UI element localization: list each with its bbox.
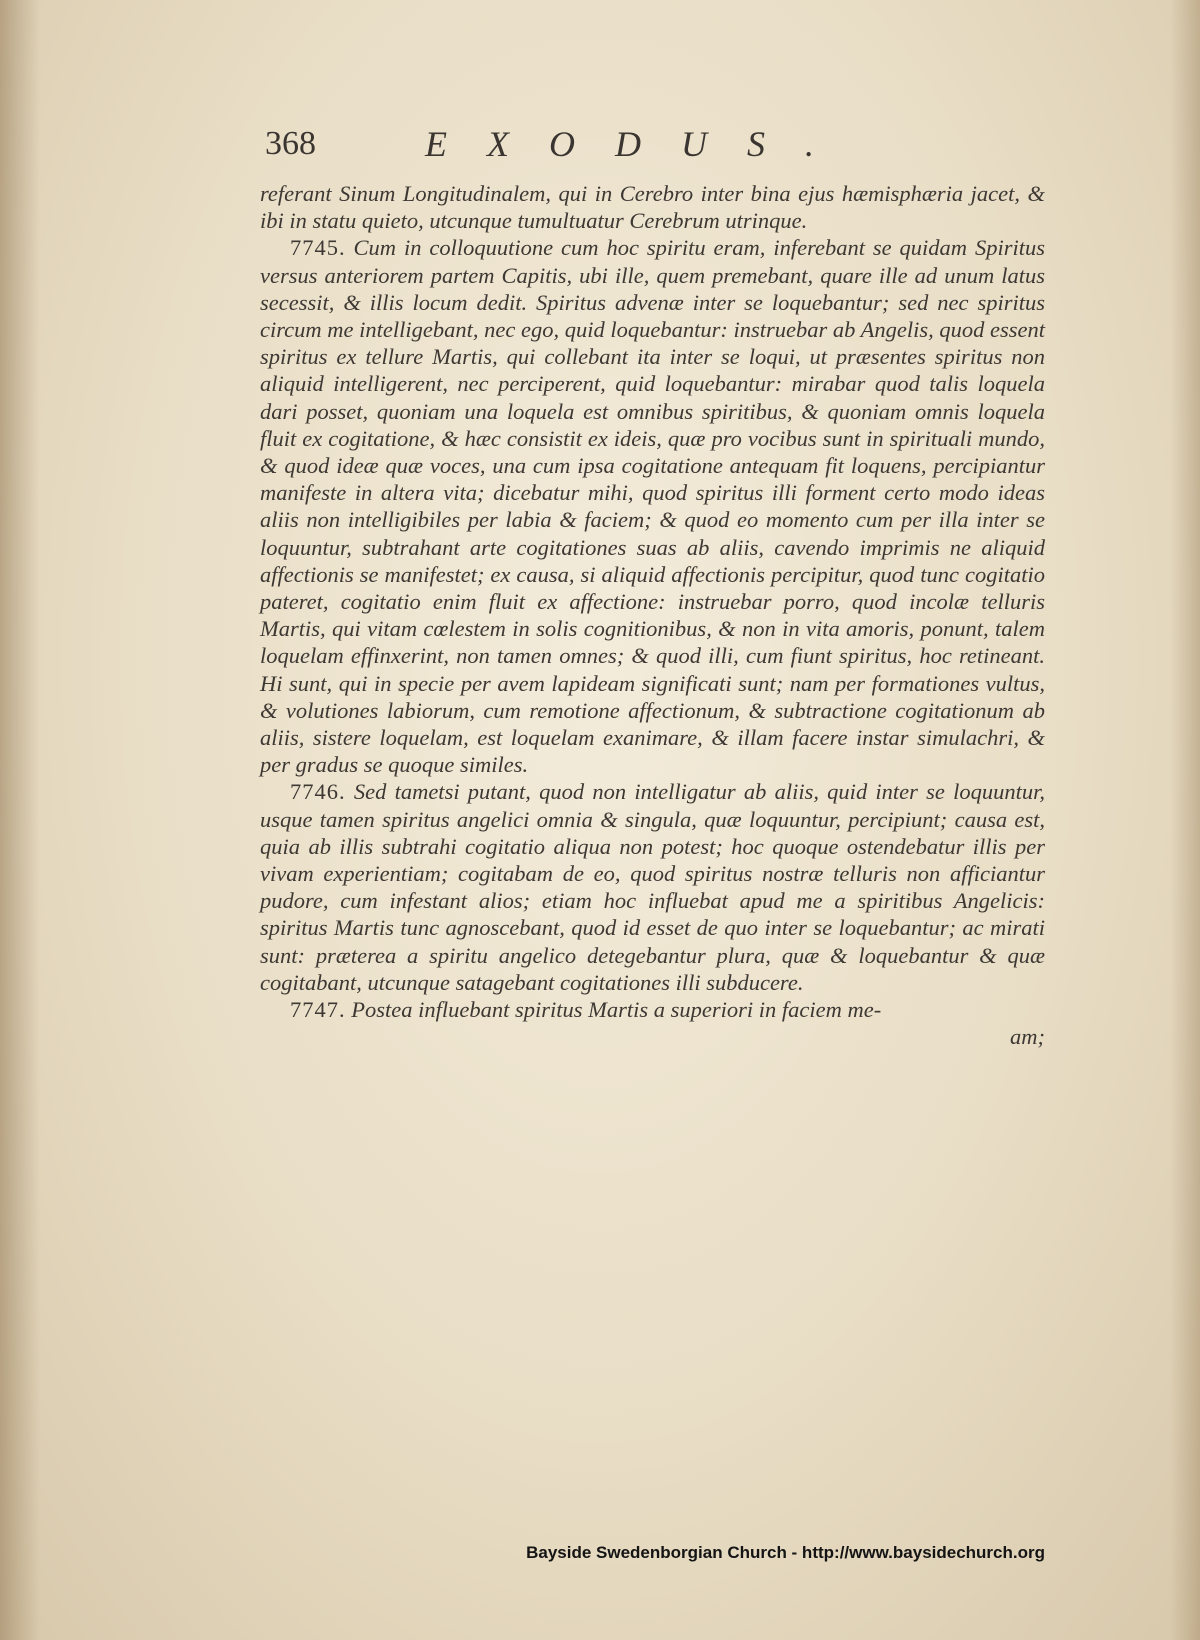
paragraph-text: Sed tametsi putant, quod non intelligatur ab aliis, quid inter se loquuntur, usque tamen spiritus angelici omnia & singula, quæ loquuntur, percipiunt; causa est, quia ab illis subtrahi cogitatio aliqua non potest; hoc quoque ostendebatur illis per vivam experientiam; cogitabam de eo, quod spiritus nostræ telluris non afficiantur pudore, cum infestant alios; etiam hoc influebat apud me a spiritibus Angelicis: spiritus Martis tunc agnoscebant, quod id esset de quo inter se loquebantur; ac mirati sunt: præterea a spiritu angelico detegebantur plura, quæ & loquebantur & quæ cogitabant, utcunque satagebant cogitationes illi subducere. — [260, 779, 1046, 995]
footer-credit: Bayside Swedenborgian Church - http://www.baysidechurch.org — [526, 1543, 1045, 1562]
catchword: am; — [1010, 1024, 1045, 1050]
paragraph-number: 7745. — [290, 235, 346, 261]
paragraph-7745 — [260, 234, 1045, 778]
page-header — [265, 125, 1085, 175]
paragraph-7746 — [260, 778, 1045, 996]
main-text — [260, 180, 1045, 1051]
paragraph-number: 7746. — [290, 779, 346, 805]
page-number: 368 — [265, 125, 316, 162]
paragraph-text: referant Sinum Longitudinalem, qui in Cerebro inter bina ejus hæmisphæria jacet, & ibi in statu quieto, utcunque tumultuatur Cerebrum utrinque. — [260, 181, 1045, 234]
paragraph-text: Cum in colloquutione cum hoc spiritu eram, inferebant se quidam Spiritus versus anteriorem partem Capitis, ubi ille, quem premebant, quare ille ad unum latus secessit, & illis locum dedit. Spiritus advenæ inter se loquebantur; sed nec spiritus circum me intelligebant, nec ego, quid loquebantur: instruebar ab Angelis, quod essent spiritus ex tellure Martis, qui collebant ita inter se loqui, ut præsentes spiritus non aliquid intelligerent, nec perciperent, quid loquebantur: mirabar quod talis loquela dari posset, quoniam una loquela est omnibus spiritibus, & quoniam omnis loquela fluit ex cogitatione, & hæc consistit ex ideis, quæ pro vocibus sunt in spirituali mundo, & quod ideæ quæ voces, una cum ipsa cogitatione antequam fit loquens, percipiantur manifeste in altera vita; dicebatur mihi, quod spiritus illi forment certo modo ideas aliis non intelligibiles per labia & faciem; & quod eo momento cum per illa inter se loquuntur, subtrahant arte cogitationes suas ab aliis, cavendo imprimis ne aliquid affectionis se manifestet; ex causa, si aliquid affectionis percipitur, quod tunc cogitatio pateret, cogitatio enim fluit ex affectione: instruebar porro, quod incolæ telluris Martis, qui vitam cœlestem in solis cognitionibus, & non in vita amoris, ponunt, talem loquelam effinxerint, non tamen omnes; & quod illi, cum fiunt spiritus, hoc retineant. Hi sunt, qui in specie per avem lapideam significati sunt; nam per formationes vultus, & volutiones labiorum, cum remotione affectionum, & subtractione cogitationum ab aliis, sistere loquelam, est loquelam exanimare, & illam facere instar simulachri, & per gradus se quoque similes. — [260, 235, 1045, 778]
running-title: EXODUS. — [425, 124, 854, 164]
paragraph-text: Postea influebant spiritus Martis a superiori in faciem me- — [351, 997, 882, 1023]
paragraph-number: 7747. — [290, 997, 346, 1023]
paragraph-continuation — [260, 180, 1045, 234]
paragraph-7747 — [260, 996, 1045, 1023]
